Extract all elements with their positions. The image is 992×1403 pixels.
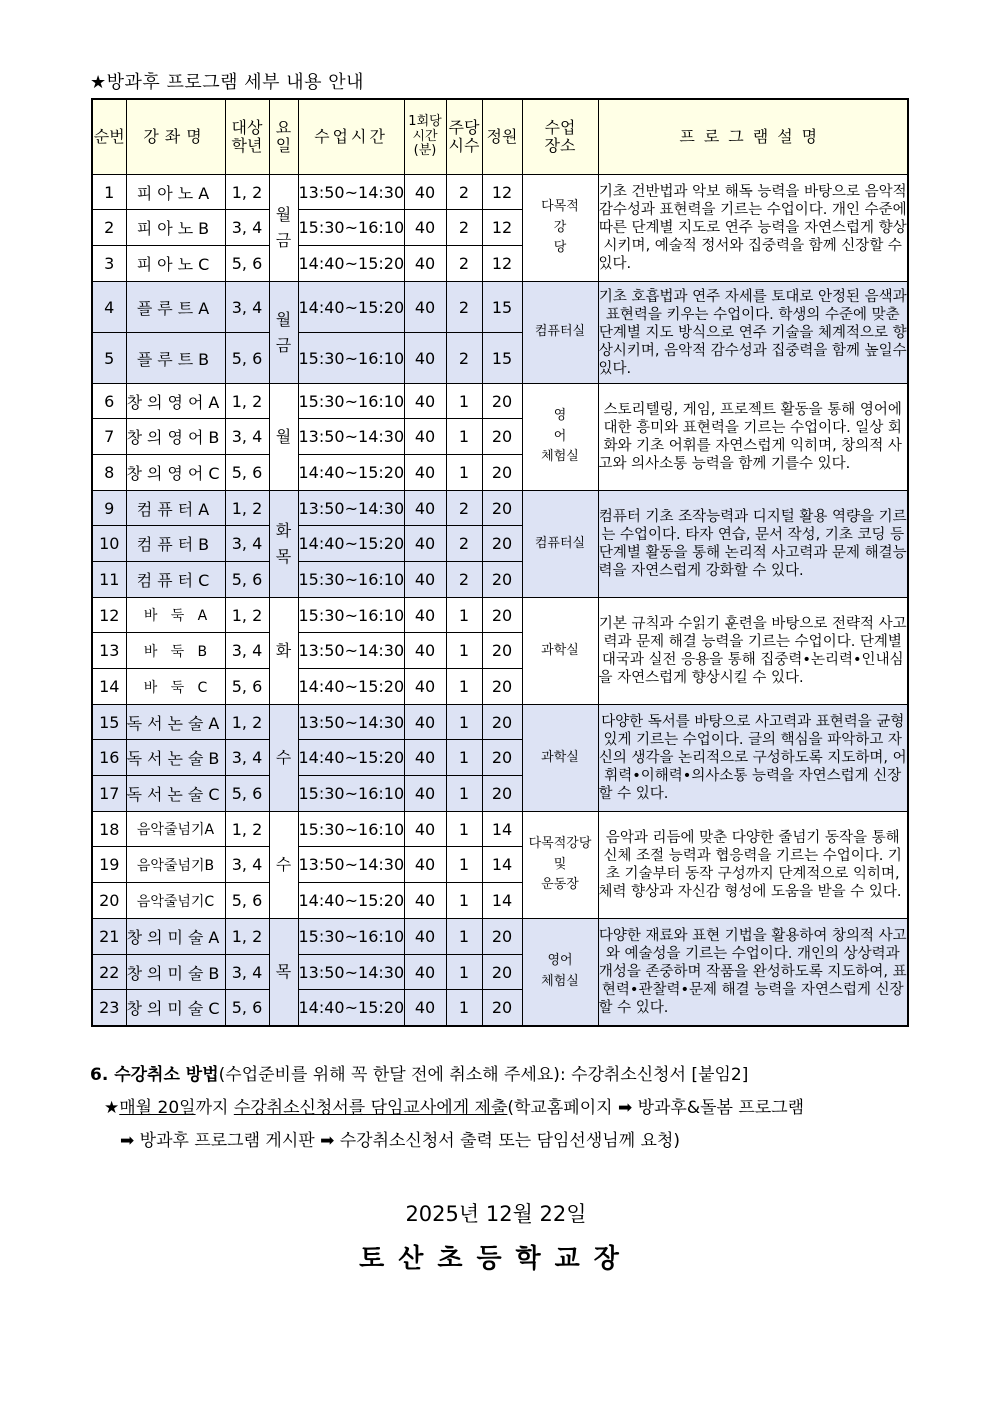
capacity: 20: [482, 705, 522, 740]
capacity: 20: [482, 598, 522, 633]
target-grade: 1, 2: [225, 491, 269, 526]
target-grade: 5, 6: [225, 990, 269, 1026]
capacity: 14: [482, 847, 522, 883]
class-time: 13:50~14:30: [298, 175, 404, 210]
session-minutes: 40: [404, 919, 446, 955]
course-name: 플루트B: [126, 333, 225, 384]
weekly-sessions: 1: [446, 955, 482, 990]
capacity: 20: [482, 919, 522, 955]
weekly-sessions: 1: [446, 633, 482, 669]
capacity: 12: [482, 246, 522, 282]
weekly-sessions: 2: [446, 246, 482, 282]
header-day: 요일: [269, 99, 298, 175]
header-grade: 대상 학년: [225, 99, 269, 175]
capacity: 20: [482, 776, 522, 812]
cancel-deadline: 매월 20일: [119, 1098, 196, 1118]
cancel-title: 6. 수강취소 방법: [90, 1065, 219, 1085]
target-grade: 3, 4: [225, 847, 269, 883]
program-description: 기초 건반법과 악보 해독 능력을 바탕으로 음악적 감수성과 표현력을 기르는 수업이다. 개인 수준에 따른 단계별 지도로 연주 능력을 자연스럽게 향상시키며, 예술적 정서와 집중력을 함께 신장할 수 있다.: [598, 175, 908, 282]
capacity: 20: [482, 491, 522, 526]
capacity: 20: [482, 562, 522, 598]
class-place: 컴퓨터실: [522, 491, 598, 598]
weekly-sessions: 1: [446, 455, 482, 491]
course-name: 컴퓨터B: [126, 526, 225, 562]
capacity: 20: [482, 955, 522, 990]
cancel-instruction-line: [104, 1093, 804, 1118]
target-grade: 5, 6: [225, 883, 269, 919]
weekly-sessions: 2: [446, 333, 482, 384]
class-time: 13:50~14:30: [298, 955, 404, 990]
weekly-sessions: 2: [446, 282, 482, 333]
session-minutes: 40: [404, 598, 446, 633]
row-number: 5: [92, 333, 126, 384]
cancel-mid: 까지: [195, 1098, 234, 1118]
course-name: 창의영어A: [126, 384, 225, 419]
program-description: 기초 호흡법과 연주 자세를 토대로 안정된 음색과 표현력을 키우는 수업이다. 학생의 수준에 맞춘 단계별 지도 방식으로 연주 기술을 체계적으로 향상시키며, 음악적 감수성과 집중력을 함께 높일수 있다.: [598, 282, 908, 384]
course-name: 창의미술C: [126, 990, 225, 1026]
target-grade: 5, 6: [225, 455, 269, 491]
class-day: 화: [269, 598, 298, 705]
table-row: [92, 812, 908, 847]
class-place: 컴퓨터실: [522, 282, 598, 384]
class-place: 다목적강당 및 운동장: [522, 812, 598, 919]
session-minutes: 40: [404, 705, 446, 740]
course-name: 바 둑 C: [126, 669, 225, 705]
cancel-route-line: ➡ 방과후 프로그램 게시판 ➡ 수강취소신청서 출력 또는 담임선생님께 요청): [120, 1131, 680, 1151]
class-time: 13:50~14:30: [298, 419, 404, 455]
target-grade: 5, 6: [225, 246, 269, 282]
capacity: 20: [482, 990, 522, 1026]
session-minutes: 40: [404, 419, 446, 455]
course-name: 창의미술A: [126, 919, 225, 955]
class-time: 14:40~15:20: [298, 740, 404, 776]
weekly-sessions: 2: [446, 491, 482, 526]
weekly-sessions: 1: [446, 740, 482, 776]
cancel-route: (학교홈페이지 ➡ 방과후&돌봄 프로그램: [507, 1098, 805, 1118]
header-time: 수업시간: [298, 99, 404, 175]
course-name: 바 둑 B: [126, 633, 225, 669]
course-name: 독서논술C: [126, 776, 225, 812]
row-number: 18: [92, 812, 126, 847]
weekly-sessions: 1: [446, 705, 482, 740]
session-minutes: 40: [404, 633, 446, 669]
session-minutes: 40: [404, 847, 446, 883]
capacity: 20: [482, 384, 522, 419]
row-number: 1: [92, 175, 126, 210]
weekly-sessions: 1: [446, 384, 482, 419]
weekly-sessions: 2: [446, 562, 482, 598]
class-time: 14:40~15:20: [298, 990, 404, 1026]
header-capacity: 정원: [482, 99, 522, 175]
program-table-body: [92, 175, 908, 1026]
weekly-sessions: 1: [446, 669, 482, 705]
class-day: 수: [269, 812, 298, 919]
class-day: 월 금: [269, 282, 298, 384]
class-day: 화 목: [269, 491, 298, 598]
row-number: 23: [92, 990, 126, 1026]
weekly-sessions: 1: [446, 598, 482, 633]
target-grade: 3, 4: [225, 282, 269, 333]
row-number: 13: [92, 633, 126, 669]
weekly-sessions: 1: [446, 812, 482, 847]
school-signature: 토산초등학교장: [359, 1244, 633, 1274]
header-weekly: 주당 시수: [446, 99, 482, 175]
weekly-sessions: 2: [446, 210, 482, 246]
course-name: 음악줄넘기B: [126, 847, 225, 883]
session-minutes: 40: [404, 246, 446, 282]
row-number: 3: [92, 246, 126, 282]
weekly-sessions: 2: [446, 526, 482, 562]
row-number: 10: [92, 526, 126, 562]
weekly-sessions: 1: [446, 419, 482, 455]
weekly-sessions: 2: [446, 175, 482, 210]
row-number: 22: [92, 955, 126, 990]
session-minutes: 40: [404, 740, 446, 776]
capacity: 20: [482, 526, 522, 562]
session-minutes: 40: [404, 384, 446, 419]
target-grade: 5, 6: [225, 669, 269, 705]
class-time: 13:50~14:30: [298, 705, 404, 740]
header-minutes: 1회당 시간 (분): [404, 99, 446, 175]
capacity: 20: [482, 419, 522, 455]
class-time: 14:40~15:20: [298, 669, 404, 705]
row-number: 15: [92, 705, 126, 740]
row-number: 19: [92, 847, 126, 883]
class-time: 15:30~16:10: [298, 598, 404, 633]
course-name: 독서논술B: [126, 740, 225, 776]
session-minutes: 40: [404, 210, 446, 246]
program-description: 기본 규칙과 수읽기 훈련을 바탕으로 전략적 사고력과 문제 해결 능력을 기르는 수업이다. 단계별 대국과 실전 응용을 통해 집중력•논리력•인내심을 자연스럽게 향상시킬 수 있다.: [598, 598, 908, 705]
target-grade: 5, 6: [225, 562, 269, 598]
weekly-sessions: 1: [446, 919, 482, 955]
page-heading: ★방과후 프로그램 세부 내용 안내: [90, 72, 365, 93]
capacity: 20: [482, 740, 522, 776]
class-time: 15:30~16:10: [298, 919, 404, 955]
header-place: 수업 장소: [522, 99, 598, 175]
row-number: 12: [92, 598, 126, 633]
capacity: 14: [482, 812, 522, 847]
program-description: 컴퓨터 기초 조작능력과 디지털 활용 역량을 기르는 수업이다. 타자 연습, 문서 작성, 기초 코딩 등 단계별 활동을 통해 논리적 사고력과 문제 해결능력을 자연스럽게 강화할 수 있다.: [598, 491, 908, 598]
table-row: [92, 919, 908, 955]
table-row: [92, 175, 908, 210]
row-number: 17: [92, 776, 126, 812]
course-name: 피아노A: [126, 175, 225, 210]
course-name: 음악줄넘기C: [126, 883, 225, 919]
capacity: 12: [482, 210, 522, 246]
capacity: 15: [482, 333, 522, 384]
row-number: 2: [92, 210, 126, 246]
capacity: 15: [482, 282, 522, 333]
target-grade: 1, 2: [225, 384, 269, 419]
row-number: 21: [92, 919, 126, 955]
target-grade: 5, 6: [225, 333, 269, 384]
capacity: 20: [482, 669, 522, 705]
session-minutes: 40: [404, 776, 446, 812]
course-name: 컴퓨터C: [126, 562, 225, 598]
table-header-row: [92, 99, 908, 175]
course-name: 창의영어C: [126, 455, 225, 491]
row-number: 20: [92, 883, 126, 919]
class-time: 14:40~15:20: [298, 455, 404, 491]
header-no: 순번: [92, 99, 126, 175]
course-name: 창의영어B: [126, 419, 225, 455]
row-number: 9: [92, 491, 126, 526]
class-day: 수: [269, 705, 298, 812]
class-time: 14:40~15:20: [298, 246, 404, 282]
target-grade: 5, 6: [225, 776, 269, 812]
session-minutes: 40: [404, 491, 446, 526]
course-name: 바 둑 A: [126, 598, 225, 633]
class-time: 13:50~14:30: [298, 633, 404, 669]
capacity: 12: [482, 175, 522, 210]
cancel-paren: (수업준비를 위해 꼭 한달 전에 취소해 주세요): 수강취소신청서 [붙임2]: [218, 1065, 749, 1085]
row-number: 11: [92, 562, 126, 598]
course-name: 피아노B: [126, 210, 225, 246]
class-time: 15:30~16:10: [298, 210, 404, 246]
session-minutes: 40: [404, 669, 446, 705]
session-minutes: 40: [404, 282, 446, 333]
weekly-sessions: 1: [446, 883, 482, 919]
program-description: 다양한 독서를 바탕으로 사고력과 표현력을 균형있게 기르는 수업이다. 글의 핵심을 파악하고 자신의 생각을 논리적으로 구성하도록 지도하며, 어휘력•이해력•의사소통 능력을 자연스럽게 신장할 수 있다.: [598, 705, 908, 812]
program-description: 음악과 리듬에 맞춘 다양한 줄넘기 동작을 통해 신체 조절 능력과 협응력을 기르는 수업이다. 기초 기술부터 동작 구성까지 단계적으로 익히며, 체력 향상과 자신감 형성에 도움을 받을 수 있다.: [598, 812, 908, 919]
target-grade: 1, 2: [225, 598, 269, 633]
header-description: 프로그램설명: [598, 99, 908, 175]
target-grade: 3, 4: [225, 740, 269, 776]
target-grade: 3, 4: [225, 955, 269, 990]
session-minutes: 40: [404, 812, 446, 847]
row-number: 14: [92, 669, 126, 705]
class-time: 15:30~16:10: [298, 776, 404, 812]
program-description: 다양한 재료와 표현 기법을 활용하여 창의적 사고와 예술성을 기르는 수업이다. 개인의 상상력과 개성을 존중하며 작품을 완성하도록 지도하여, 표현력•관찰력•문제 해결 능력을 자연스럽게 신장할 수 있다.: [598, 919, 908, 1026]
class-place: 영 어 체험실: [522, 384, 598, 491]
weekly-sessions: 1: [446, 776, 482, 812]
session-minutes: 40: [404, 333, 446, 384]
table-row: [92, 384, 908, 419]
row-number: 6: [92, 384, 126, 419]
document-date: 2025년 12월 22일: [405, 1202, 587, 1226]
table-row: [92, 491, 908, 526]
target-grade: 3, 4: [225, 633, 269, 669]
session-minutes: 40: [404, 562, 446, 598]
course-name: 음악줄넘기A: [126, 812, 225, 847]
capacity: 14: [482, 883, 522, 919]
target-grade: 1, 2: [225, 812, 269, 847]
table-row: [92, 598, 908, 633]
course-name: 플루트A: [126, 282, 225, 333]
cancel-submit: 수강취소신청서를 담임교사에게 제출: [233, 1098, 508, 1118]
class-day: 월: [269, 384, 298, 491]
table-row: [92, 705, 908, 740]
session-minutes: 40: [404, 883, 446, 919]
table-row: [92, 282, 908, 333]
session-minutes: 40: [404, 990, 446, 1026]
class-time: 14:40~15:20: [298, 883, 404, 919]
class-time: 14:40~15:20: [298, 282, 404, 333]
capacity: 20: [482, 455, 522, 491]
course-name: 컴퓨터A: [126, 491, 225, 526]
class-time: 15:30~16:10: [298, 333, 404, 384]
target-grade: 1, 2: [225, 919, 269, 955]
class-place: 과학실: [522, 705, 598, 812]
class-time: 13:50~14:30: [298, 847, 404, 883]
class-place: 다목적 강 당: [522, 175, 598, 282]
row-number: 4: [92, 282, 126, 333]
class-time: 13:50~14:30: [298, 491, 404, 526]
session-minutes: 40: [404, 455, 446, 491]
class-day: 월 금: [269, 175, 298, 282]
target-grade: 1, 2: [225, 705, 269, 740]
row-number: 7: [92, 419, 126, 455]
class-place: 영어 체험실: [522, 919, 598, 1026]
course-name: 독서논술A: [126, 705, 225, 740]
weekly-sessions: 1: [446, 847, 482, 883]
header-name: 강좌명: [126, 99, 225, 175]
weekly-sessions: 1: [446, 990, 482, 1026]
target-grade: 1, 2: [225, 175, 269, 210]
row-number: 16: [92, 740, 126, 776]
session-minutes: 40: [404, 175, 446, 210]
class-time: 15:30~16:10: [298, 812, 404, 847]
session-minutes: 40: [404, 526, 446, 562]
class-time: 15:30~16:10: [298, 562, 404, 598]
target-grade: 3, 4: [225, 419, 269, 455]
class-time: 15:30~16:10: [298, 384, 404, 419]
course-name: 창의미술B: [126, 955, 225, 990]
program-description: 스토리텔링, 게임, 프로젝트 활동을 통해 영어에 대한 흥미와 표현력을 기르는 수업이다. 일상 회화와 기초 어휘를 자연스럽게 익히며, 창의적 사고와 의사소통 능력을 함께 기를수 있다.: [598, 384, 908, 491]
class-day: 목: [269, 919, 298, 1026]
course-name: 피아노C: [126, 246, 225, 282]
class-place: 과학실: [522, 598, 598, 705]
session-minutes: 40: [404, 955, 446, 990]
row-number: 8: [92, 455, 126, 491]
target-grade: 3, 4: [225, 526, 269, 562]
target-grade: 3, 4: [225, 210, 269, 246]
capacity: 20: [482, 633, 522, 669]
cancel-section-title: [90, 1060, 748, 1085]
program-table: [91, 98, 909, 1027]
class-time: 14:40~15:20: [298, 526, 404, 562]
star-icon: ★: [104, 1098, 120, 1118]
